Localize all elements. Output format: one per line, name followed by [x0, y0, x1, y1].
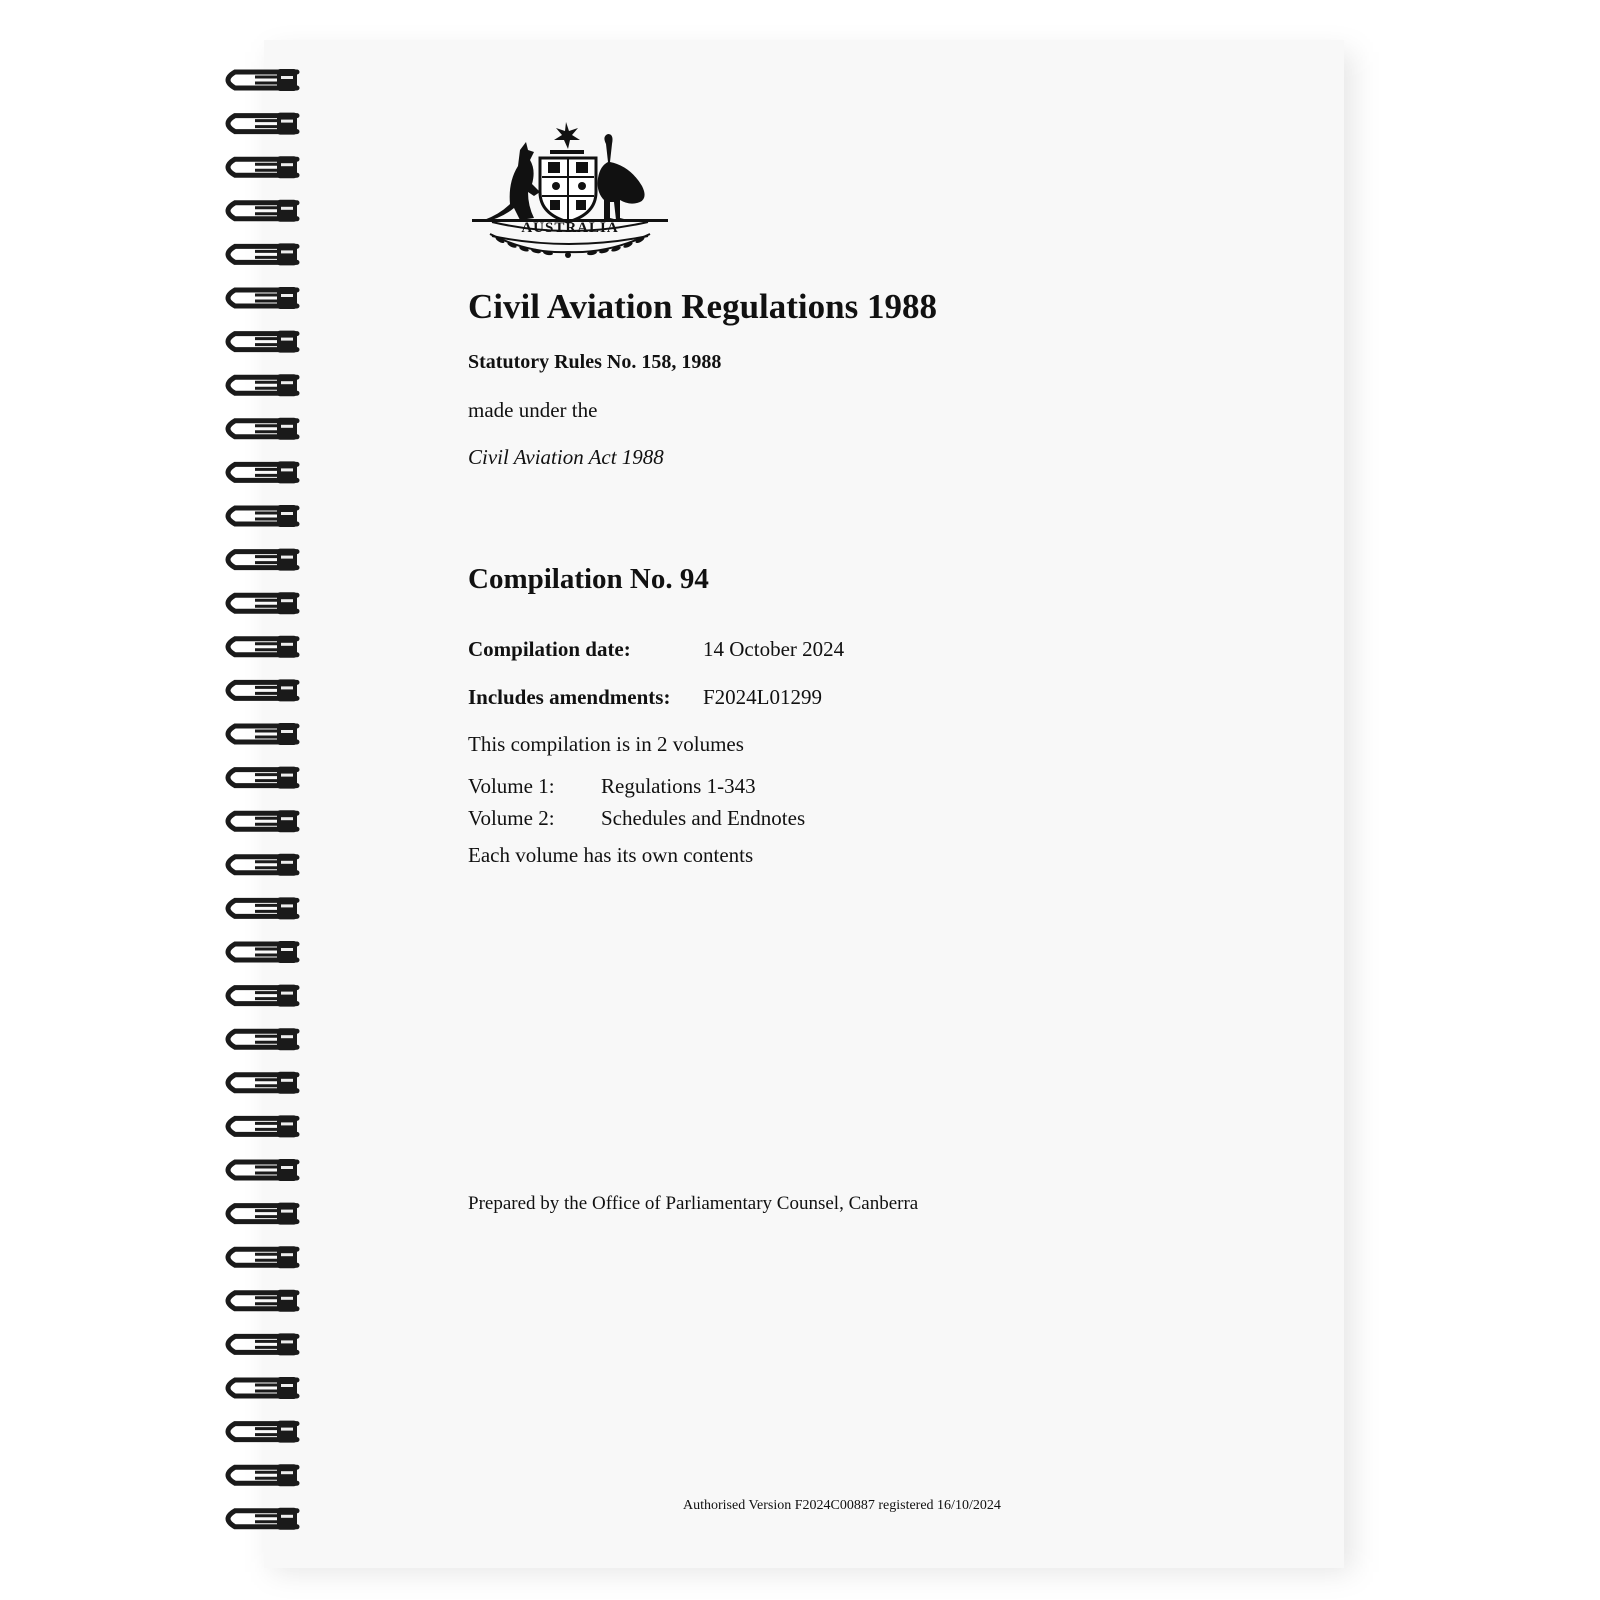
prepared-by: Prepared by the Office of Parliamentary Counsel, Canberra: [468, 1193, 919, 1214]
compilation-heading: Compilation No. 94: [468, 563, 709, 595]
spiral-coil: [228, 941, 297, 963]
act-name: Civil Aviation Act 1988: [468, 445, 664, 469]
spiral-coil: [228, 1072, 297, 1094]
spiral-coil: [228, 1464, 297, 1486]
spiral-coil: [228, 679, 297, 701]
document-page[interactable]: [264, 40, 1344, 1568]
spiral-coil: [228, 1028, 297, 1050]
spiral-coil: [228, 418, 297, 440]
spiral-coil: [228, 767, 297, 789]
spiral-coil: [228, 461, 297, 483]
spiral-coil: [228, 592, 297, 614]
spiral-coil: [228, 549, 297, 571]
coat-of-arms-icon: [470, 122, 670, 262]
compilation-date-value: 14 October 2024: [703, 637, 845, 661]
spiral-coil: [228, 331, 297, 353]
statutory-rules-number: Statutory Rules No. 158, 1988: [468, 351, 722, 373]
spiral-coil: [228, 1333, 297, 1355]
volume-2-label: Volume 2:: [468, 806, 555, 830]
spiral-coil: [228, 156, 297, 178]
spiral-coil: [228, 243, 297, 265]
spiral-binding-icon: [215, 62, 315, 1542]
spiral-coil: [228, 69, 297, 91]
spiral-coil: [228, 374, 297, 396]
spiral-coil: [228, 1115, 297, 1137]
amendments-label: Includes amendments:: [468, 685, 671, 709]
spiral-coil: [228, 1377, 297, 1399]
spiral-coil: [228, 985, 297, 1007]
spiral-coil: [228, 1421, 297, 1443]
volume-1-value: Regulations 1-343: [601, 774, 756, 798]
crest-label: AUSTRALIA: [521, 220, 619, 236]
spiral-coil: [228, 1159, 297, 1181]
amendments-value: F2024L01299: [703, 685, 823, 709]
spiral-coil: [228, 897, 297, 919]
document-title: Civil Aviation Regulations 1988: [468, 287, 937, 326]
spiral-coil: [228, 636, 297, 658]
spiral-coil: [228, 113, 297, 135]
spiral-coil: [228, 1246, 297, 1268]
volume-1-label: Volume 1:: [468, 774, 555, 798]
spiral-coil: [228, 854, 297, 876]
volumes-intro: This compilation is in 2 volumes: [468, 732, 744, 756]
spiral-coil: [228, 810, 297, 832]
spiral-coil: [228, 287, 297, 309]
spiral-coil: [228, 200, 297, 222]
spiral-coil: [228, 723, 297, 745]
authorised-version-footer: Authorised Version F2024C00887 registered 16/10/2024: [683, 1498, 1001, 1513]
compilation-date-label: Compilation date:: [468, 637, 631, 661]
volume-2-value: Schedules and Endnotes: [601, 806, 806, 830]
spiral-coil: [228, 1508, 297, 1530]
spiral-coil: [228, 505, 297, 527]
made-under-text: made under the: [468, 398, 598, 422]
spiral-coil: [228, 1203, 297, 1225]
spiral-coil: [228, 1290, 297, 1312]
contents-note: Each volume has its own contents: [468, 843, 754, 867]
